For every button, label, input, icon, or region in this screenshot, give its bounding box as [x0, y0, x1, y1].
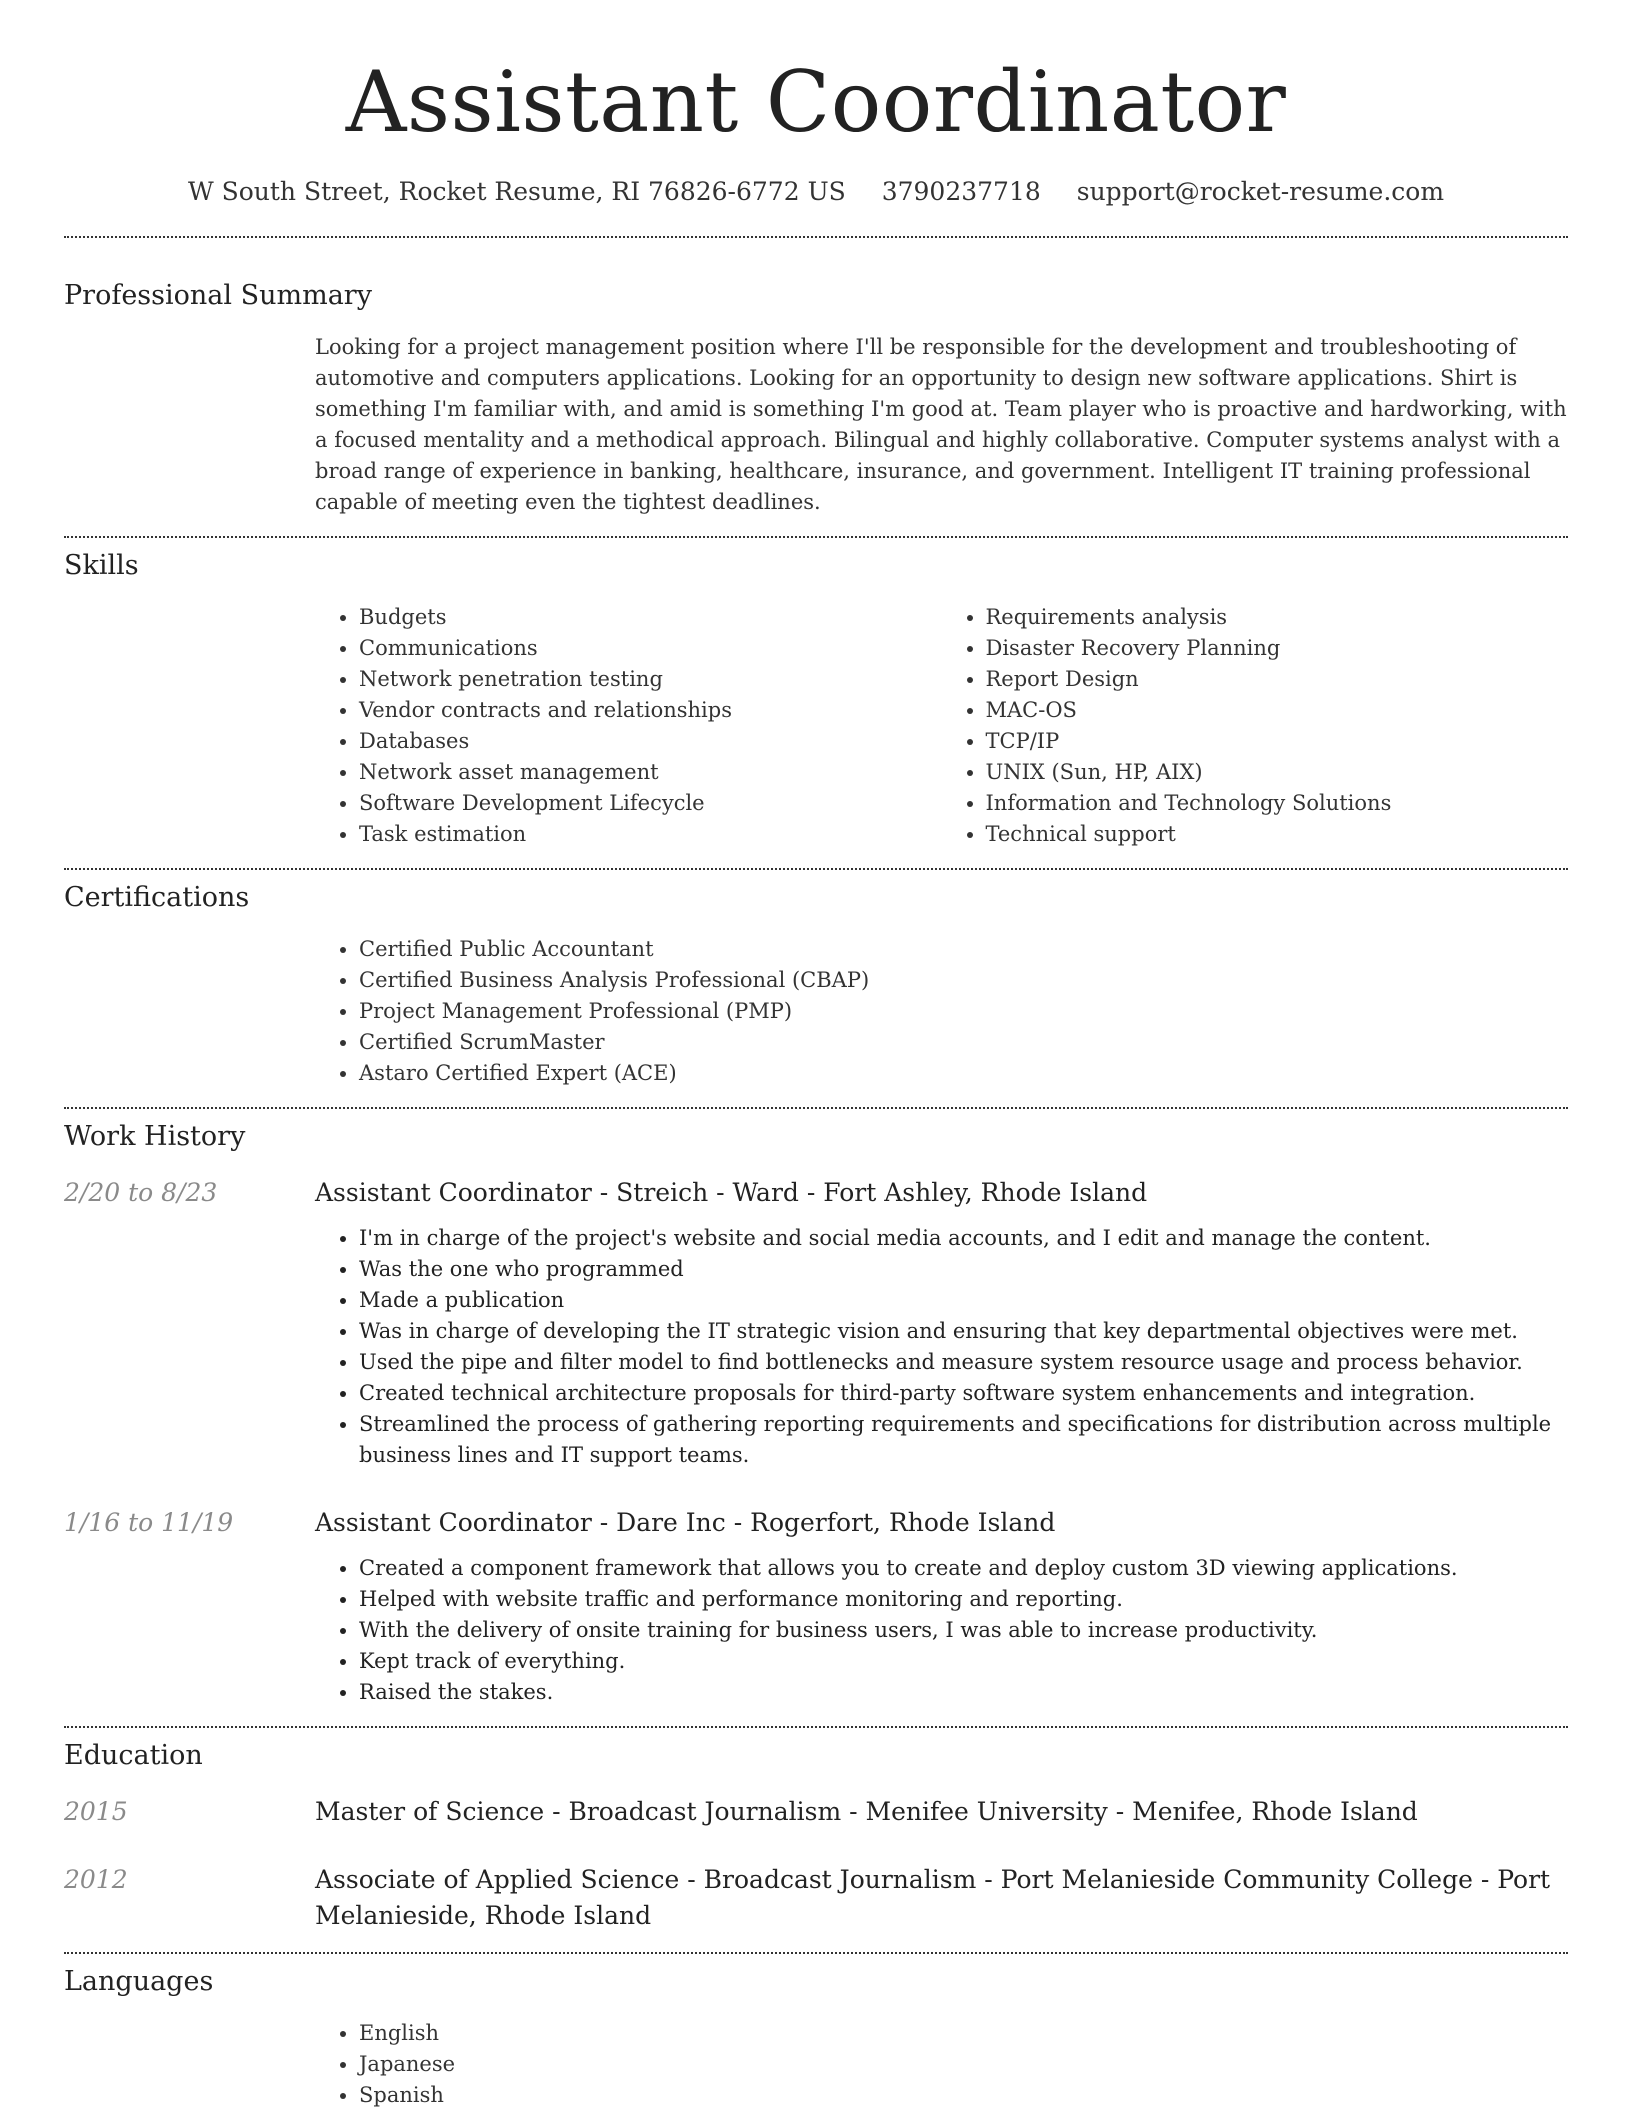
section-title-summary: Professional Summary — [64, 280, 372, 311]
resume-name: Assistant Coordinator — [345, 53, 1287, 151]
job-title: Assistant Coordinator - Dare Inc - Rogerfort, Rhode Island — [315, 1508, 1056, 1537]
divider — [64, 1726, 1568, 1728]
languages-list — [315, 2018, 1568, 2111]
job-bullet: • Created a component framework that allows you to create and deploy custom 3D viewing applications. — [359, 1553, 1568, 1584]
skill-item: • Databases — [359, 726, 942, 757]
divider — [64, 236, 1568, 238]
divider — [64, 868, 1568, 870]
skills-list-right — [942, 602, 1569, 850]
skill-item: • Budgets — [359, 602, 942, 633]
summary-text: Looking for a project management position where I'll be responsible for the development and troubleshooting of automotive and computers applications. Looking for an opportunity to design new software applications. Shirt is something I'm familiar with, and amid is something I'm good at. Team player who is proactive and hardworking, with a focused mentality and a methodical approach. Bilingual and highly collaborative. Computer systems analyst with a broad range of experience in banking, healthcare, insurance, and government. Intelligent IT training professional capable of meeting even the tightest deadlines. — [315, 335, 1567, 514]
job-entry — [64, 1175, 1568, 1471]
education-body — [315, 1862, 1568, 1934]
certifications-block — [315, 934, 1568, 1089]
job-entry — [64, 1505, 1568, 1708]
education-entry — [64, 1862, 1568, 1934]
section-title-certifications: Certifications — [64, 882, 250, 913]
education-year: 2012 — [64, 1865, 128, 1894]
divider — [64, 536, 1568, 538]
education-entry — [64, 1794, 1568, 1830]
job-bullet: • Kept track of everything. — [359, 1646, 1568, 1677]
language-item: • Japanese — [359, 2049, 1568, 2080]
job-bullet: • Used the pipe and filter model to find bottlenecks and measure system resource usage and process behavior. — [359, 1347, 1568, 1378]
skills-columns — [315, 602, 1568, 850]
certifications-list — [315, 934, 1568, 1089]
job-dates: 1/16 to 11/19 — [64, 1508, 234, 1537]
job-bullets — [315, 1553, 1568, 1708]
skills-list-left — [315, 602, 942, 850]
divider — [64, 1952, 1568, 1954]
job-bullet: • With the delivery of onsite training for business users, I was able to increase productivity. — [359, 1615, 1568, 1646]
skill-item: • Software Development Lifecycle — [359, 788, 942, 819]
language-item: • Spanish — [359, 2080, 1568, 2111]
language-item: • English — [359, 2018, 1568, 2049]
skill-item: • Information and Technology Solutions — [986, 788, 1569, 819]
job-body — [315, 1175, 1568, 1471]
contact-line — [0, 174, 1632, 210]
job-bullet: • Helped with website traffic and performance monitoring and reporting. — [359, 1584, 1568, 1615]
job-bullet: • Streamlined the process of gathering reporting requirements and specifications for distribution across multiple business lines and IT support teams. — [359, 1409, 1568, 1471]
job-dates: 2/20 to 8/23 — [64, 1178, 218, 1207]
education-year: 2015 — [64, 1797, 128, 1826]
contact-phone: 3790237718 — [881, 177, 1041, 206]
certification-item: • Certified Public Accountant — [359, 934, 1568, 965]
divider — [64, 1107, 1568, 1109]
job-bullet: • I'm in charge of the project's website and social media accounts, and I edit and manage the content. — [359, 1223, 1568, 1254]
section-title-languages: Languages — [64, 1966, 214, 1997]
contact-email: support@rocket-resume.com — [1076, 177, 1445, 206]
skill-item: • MAC-OS — [986, 695, 1569, 726]
education-body — [315, 1794, 1568, 1830]
languages-block — [315, 2018, 1568, 2111]
job-bullet: • Was the one who programmed — [359, 1254, 1568, 1285]
section-title-work: Work History — [64, 1121, 246, 1152]
skill-item: • Disaster Recovery Planning — [986, 633, 1569, 664]
section-title-skills: Skills — [64, 550, 139, 581]
education-title: Master of Science - Broadcast Journalism - Menifee University - Menifee, Rhode Island — [315, 1797, 1418, 1826]
skill-item: • Network penetration testing — [359, 664, 942, 695]
skill-item: • Network asset management — [359, 757, 942, 788]
job-title: Assistant Coordinator - Streich - Ward - Fort Ashley, Rhode Island — [315, 1178, 1148, 1207]
skill-item: • Communications — [359, 633, 942, 664]
certification-item: • Astaro Certified Expert (ACE) — [359, 1058, 1568, 1089]
job-bullet: • Raised the stakes. — [359, 1677, 1568, 1708]
education-title: Associate of Applied Science - Broadcast Journalism - Port Melanieside Community College - Port Melanieside, Rhode Island — [315, 1865, 1551, 1930]
skill-item: • Requirements analysis — [986, 602, 1569, 633]
skill-item: • Technical support — [986, 819, 1569, 850]
certification-item: • Certified Business Analysis Professional (CBAP) — [359, 965, 1568, 996]
skill-item: • Task estimation — [359, 819, 942, 850]
job-bullets — [315, 1223, 1568, 1471]
contact-address: W South Street, Rocket Resume, RI 76826-6772 US — [187, 177, 846, 206]
skill-item: • Vendor contracts and relationships — [359, 695, 942, 726]
skill-item: • UNIX (Sun, HP, AIX) — [986, 757, 1569, 788]
skill-item: • Report Design — [986, 664, 1569, 695]
section-title-education: Education — [64, 1740, 203, 1771]
certification-item: • Project Management Professional (PMP) — [359, 996, 1568, 1027]
job-body — [315, 1505, 1568, 1708]
certification-item: • Certified ScrumMaster — [359, 1027, 1568, 1058]
skill-item: • TCP/IP — [986, 726, 1569, 757]
job-bullet: • Was in charge of developing the IT strategic vision and ensuring that key departmental objectives were met. — [359, 1316, 1568, 1347]
job-bullet: • Made a publication — [359, 1285, 1568, 1316]
job-bullet: • Created technical architecture proposals for third-party software system enhancements and integration. — [359, 1378, 1568, 1409]
